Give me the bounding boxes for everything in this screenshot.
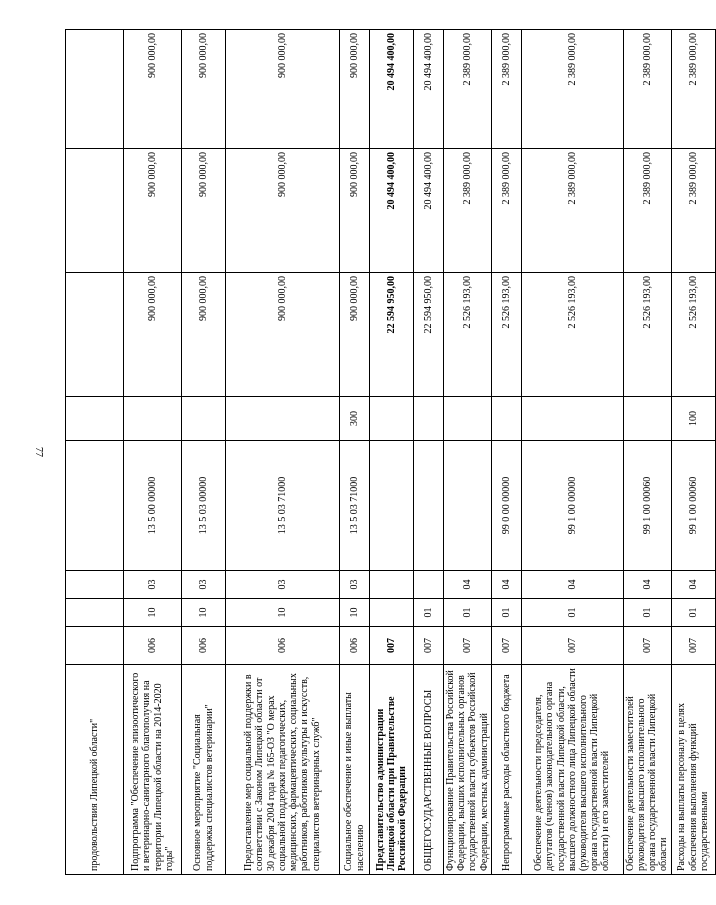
row-subsection-code — [370, 571, 414, 599]
row-section-code: 01 — [623, 599, 671, 627]
row-admin-code: 006 — [340, 627, 370, 665]
row-section-code: 01 — [414, 599, 444, 627]
row-amount-year1: 2 526 193,00 — [444, 273, 492, 397]
row-admin-code: 006 — [226, 627, 340, 665]
row-subsection-code: 04 — [444, 571, 492, 599]
table-row — [370, 30, 414, 875]
row-amount-year1: 900 000,00 — [182, 273, 226, 397]
row-amount-year1: 22 594 950,00 — [370, 273, 414, 397]
row-amount-year2: 20 494 400,00 — [370, 149, 414, 273]
row-expense-type-code — [370, 397, 414, 441]
row-admin-code — [66, 627, 124, 665]
row-name: продовольствия Липецкой области" — [66, 665, 124, 875]
row-amount-year1: 2 526 193,00 — [491, 273, 521, 397]
row-amount-year3: 2 389 000,00 — [491, 30, 521, 149]
budget-table-body — [66, 30, 716, 875]
row-expense-type-code: 100 — [671, 397, 715, 441]
row-expense-type-code: 300 — [340, 397, 370, 441]
row-name: Расходы на выплаты персоналу в целях обеспечения выполнения функций государственными — [671, 665, 715, 875]
row-section-code — [370, 599, 414, 627]
row-section-code: 10 — [124, 599, 182, 627]
row-amount-year2 — [66, 149, 124, 273]
table-row — [623, 30, 671, 875]
row-amount-year3: 2 389 000,00 — [623, 30, 671, 149]
row-admin-code: 007 — [370, 627, 414, 665]
row-name: Социальное обеспечение и иные выплаты населению — [340, 665, 370, 875]
row-subsection-code: 03 — [182, 571, 226, 599]
row-expense-type-code — [623, 397, 671, 441]
row-target-item-code: 13 5 03 00000 — [182, 441, 226, 571]
row-amount-year3: 20 494 400,00 — [370, 30, 414, 149]
row-section-code: 01 — [671, 599, 715, 627]
row-section-code: 01 — [491, 599, 521, 627]
row-target-item-code — [66, 441, 124, 571]
row-subsection-code: 03 — [340, 571, 370, 599]
row-amount-year1: 900 000,00 — [124, 273, 182, 397]
row-subsection-code: 04 — [671, 571, 715, 599]
row-name: Непрограммные расходы областного бюджета — [491, 665, 521, 875]
row-target-item-code: 99 0 00 00000 — [491, 441, 521, 571]
row-target-item-code: 99 1 00 00060 — [671, 441, 715, 571]
row-amount-year2: 900 000,00 — [226, 149, 340, 273]
row-amount-year3: 900 000,00 — [182, 30, 226, 149]
row-section-code: 01 — [444, 599, 492, 627]
row-section-code: 10 — [182, 599, 226, 627]
page-number: 77 — [33, 447, 44, 457]
row-target-item-code: 13 5 00 00000 — [124, 441, 182, 571]
row-admin-code: 007 — [414, 627, 444, 665]
row-target-item-code: 13 5 03 71000 — [340, 441, 370, 571]
row-subsection-code: 04 — [491, 571, 521, 599]
row-expense-type-code — [226, 397, 340, 441]
table-row — [521, 30, 623, 875]
row-section-code: 01 — [521, 599, 623, 627]
row-amount-year2: 900 000,00 — [124, 149, 182, 273]
row-target-item-code: 99 1 00 00000 — [521, 441, 623, 571]
row-amount-year2: 900 000,00 — [182, 149, 226, 273]
row-amount-year2: 2 389 000,00 — [491, 149, 521, 273]
table-row — [414, 30, 444, 875]
row-name: Предоставление мер социальной поддержки в соответствии с Законом Липецкой области от 30 декабря 2004 года № 165-ОЗ "О мерах социальной поддержки педагогических, медицинских, фармацевтических, социальных работников, работников культуры и искусств, специалистов ветеринарных служб" — [226, 665, 340, 875]
row-amount-year3: 2 389 000,00 — [671, 30, 715, 149]
row-amount-year1: 2 526 193,00 — [623, 273, 671, 397]
row-admin-code: 007 — [623, 627, 671, 665]
table-row — [491, 30, 521, 875]
row-name: Функционирование Правительства Российской Федерации, высших исполнительных органов государственной власти субъектов Российской Федерации, местных администраций — [444, 665, 492, 875]
row-amount-year3: 900 000,00 — [340, 30, 370, 149]
row-amount-year1: 900 000,00 — [226, 273, 340, 397]
table-row — [226, 30, 340, 875]
row-admin-code: 007 — [444, 627, 492, 665]
row-amount-year1: 2 526 193,00 — [521, 273, 623, 397]
row-expense-type-code — [182, 397, 226, 441]
row-name: Представительство администрации Липецкой области при Правительстве Российской Федерации — [370, 665, 414, 875]
row-amount-year1: 22 594 950,00 — [414, 273, 444, 397]
row-amount-year2: 2 389 000,00 — [623, 149, 671, 273]
row-admin-code: 007 — [671, 627, 715, 665]
row-amount-year3: 2 389 000,00 — [444, 30, 492, 149]
row-expense-type-code — [414, 397, 444, 441]
row-amount-year2: 2 389 000,00 — [521, 149, 623, 273]
row-subsection-code: 03 — [124, 571, 182, 599]
row-amount-year2: 20 494 400,00 — [414, 149, 444, 273]
row-amount-year2: 900 000,00 — [340, 149, 370, 273]
row-subsection-code: 03 — [226, 571, 340, 599]
rotated-table-frame — [65, 30, 710, 875]
row-section-code — [66, 599, 124, 627]
row-name: Основное мероприятие "Социальная поддержка специалистов ветеринарии" — [182, 665, 226, 875]
table-row — [124, 30, 182, 875]
row-expense-type-code — [491, 397, 521, 441]
row-admin-code: 007 — [521, 627, 623, 665]
row-subsection-code: 04 — [623, 571, 671, 599]
row-name: ОБЩЕГОСУДАРСТВЕННЫЕ ВОПРОСЫ — [414, 665, 444, 875]
row-name: Обеспечение деятельности заместителей руководителя высшего исполнительного органа государственной власти Липецкой области — [623, 665, 671, 875]
row-target-item-code — [414, 441, 444, 571]
row-admin-code: 006 — [182, 627, 226, 665]
row-expense-type-code — [521, 397, 623, 441]
row-name: Обеспечение деятельности председателя, депутатов (членов) законодательного органа государственной власти Липецкой области, высшего должностного лица Липецкой области (руководителя высшего исполнительного органа государственной власти Липецкой области) и его заместителей — [521, 665, 623, 875]
row-amount-year2: 2 389 000,00 — [671, 149, 715, 273]
row-target-item-code — [444, 441, 492, 571]
row-target-item-code: 13 5 03 71000 — [226, 441, 340, 571]
table-row — [340, 30, 370, 875]
row-amount-year3: 900 000,00 — [124, 30, 182, 149]
row-expense-type-code — [444, 397, 492, 441]
row-expense-type-code — [124, 397, 182, 441]
table-row — [182, 30, 226, 875]
table-row — [444, 30, 492, 875]
table-container — [65, 30, 710, 875]
table-row — [671, 30, 715, 875]
row-amount-year3: 2 389 000,00 — [521, 30, 623, 149]
row-amount-year3 — [66, 30, 124, 149]
row-section-code: 10 — [340, 599, 370, 627]
row-amount-year3: 20 494 400,00 — [414, 30, 444, 149]
row-amount-year1: 900 000,00 — [340, 273, 370, 397]
budget-table — [65, 29, 716, 875]
row-amount-year1: 2 526 193,00 — [671, 273, 715, 397]
row-amount-year3: 900 000,00 — [226, 30, 340, 149]
row-section-code: 10 — [226, 599, 340, 627]
row-expense-type-code — [66, 397, 124, 441]
table-row — [66, 30, 124, 875]
row-name: Подпрограмма "Обеспечение эпизоотического и ветеринарно-санитарного благополучия на территории Липецкой области на 2014-2020 годы" — [124, 665, 182, 875]
row-admin-code: 006 — [124, 627, 182, 665]
row-target-item-code — [370, 441, 414, 571]
row-target-item-code: 99 1 00 00060 — [623, 441, 671, 571]
row-amount-year2: 2 389 000,00 — [444, 149, 492, 273]
row-admin-code: 007 — [491, 627, 521, 665]
row-subsection-code — [414, 571, 444, 599]
row-amount-year1 — [66, 273, 124, 397]
row-subsection-code: 04 — [521, 571, 623, 599]
row-subsection-code — [66, 571, 124, 599]
